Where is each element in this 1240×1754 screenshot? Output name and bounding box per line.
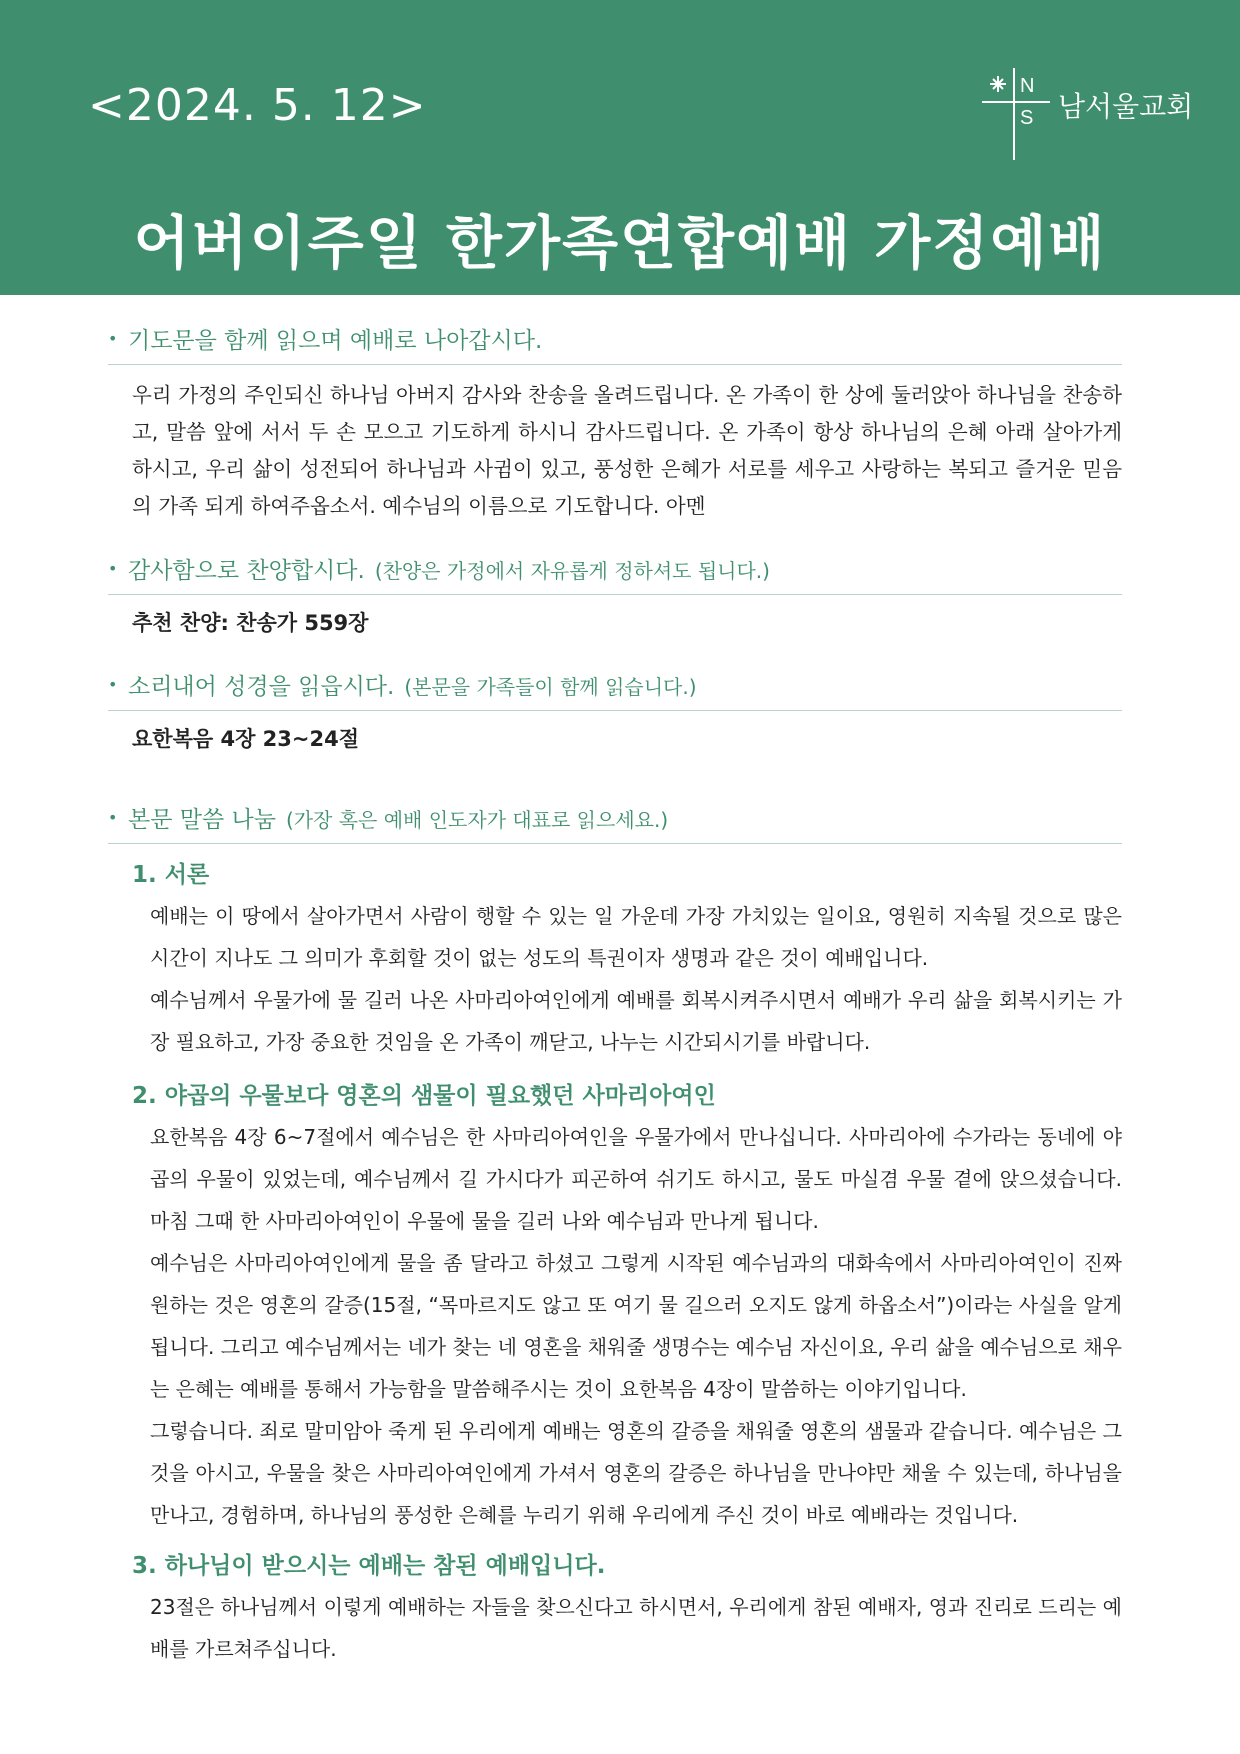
paragraph: 예수님은 사마리아여인에게 물을 좀 달라고 하셨고 그렇게 시작된 예수님과의 대화속에서 사마리아여인이 진짜 원하는 것은 영혼의 갈증(15절, “목마르지도 않고 또 여기 물 길으러 오지도 않게 하옵소서”)이라는 사실을 알게됩니다. 그리고 예수님께서는 네가 찾는 네 영혼을 채워줄 생명수는 예수님 자신이요, 우리 삶을 예수님으로 채우는 은혜는 예배를 통해서 가능함을 말씀해주시는 것이 요한복음 4장이 말씀하는 이야기입니다. [150,1251,1122,1401]
bullet-icon: • [108,559,118,578]
subsection-heading: 3. 하나님이 받으시는 예배는 참된 예배입니다. [132,1553,606,1579]
subsection-body [132,1110,1122,1536]
bullet-icon: • [108,675,118,694]
paragraph: 예수님께서 우물가에 물 길러 나온 사마리아여인에게 예배를 회복시켜주시면서 예배가 우리 삶을 회복시키는 가장 필요하고, 가장 중요한 것임을 온 가족이 깨닫고, 나누는 시간되시기를 바랍니다. [150,988,1122,1054]
section-header [108,552,1122,595]
section-note: (본문을 가족들이 함께 읽습니다.) [404,675,697,699]
worship-date: <2024. 5. 12> [88,80,427,131]
subsection-heading: 2. 야곱의 우물보다 영혼의 샘물이 필요했던 사마리아여인 [132,1083,716,1109]
section-title: 본문 말씀 나눔 [128,807,276,833]
recommended-hymn: 추천 찬양: 찬송가 559장 [132,611,369,635]
paragraph: 요한복음 4장 6~7절에서 예수님은 한 사마리아여인을 우물가에서 만나십니다. 사마리아에 수가라는 동네에 야곱의 우물이 있었는데, 예수님께서 길 가시다가 피곤하여 쉬기도 하시고, 물도 마실겸 우물 곁에 앉으셨습니다. 마침 그때 한 사마리아여인이 우물에 물을 길러 나와 예수님과 만나게 됩니다. [150,1125,1122,1233]
section-note: (가장 혹은 예배 인도자가 대표로 읽으세요.) [285,808,669,832]
section-praise [108,552,1122,637]
bullet-icon: • [108,329,118,348]
subsection-body [132,889,1122,1063]
bullet-icon: • [108,808,118,827]
prayer-text: 우리 가정의 주인되신 하나님 아버지 감사와 찬송을 올려드립니다. 온 가족이 한 상에 둘러앉아 하나님을 찬송하고, 말씀 앞에 서서 두 손 모으고 기도하게 하시니 감사드립니다. 온 가족이 항상 하나님의 은혜 아래 살아가게 하시고, 우리 삶이 성전되어 하나님과 사귐이 있고, 풍성한 은혜가 서로를 세우고 사랑하는 복되고 즐거운 믿음의 가족 되게 하여주옵소서. 예수님의 이름으로 기도합니다. 아멘 [132,383,1122,518]
header-banner [0,0,1240,295]
section-prayer [108,322,1122,525]
section-title: 기도문을 함께 읽으며 예배로 나아갑시다. [128,328,543,354]
logo-letter-s: S [1020,107,1034,129]
section-scripture [108,668,1122,753]
section-header [108,668,1122,711]
subsection-body [132,1580,1122,1670]
paragraph: 예배는 이 땅에서 살아가면서 사람이 행할 수 있는 일 가운데 가장 가치있는 일이요, 영원히 지속될 것으로 많은 시간이 지나도 그 의미가 후회할 것이 없는 성도의 특권이자 생명과 같은 것이 예배입니다. [150,904,1122,970]
page-title: 어버이주일 한가족연합예배 가정예배 [133,209,1107,277]
section-sermon [108,801,1122,844]
subsection-samaritan-woman [132,1077,1122,1536]
subsection-introduction [132,856,1122,1063]
cross-star-icon [982,66,1054,162]
section-header [108,322,1122,365]
church-logo [982,66,1202,162]
subsection-heading: 1. 서론 [132,862,210,888]
section-note: (찬양은 가정에서 자유롭게 정하셔도 됩니다.) [374,559,770,583]
section-header [108,801,1122,844]
logo-letter-n: N [1020,75,1035,97]
subsection-true-worship [132,1547,1122,1670]
section-title: 소리내어 성경을 읽읍시다. [128,674,395,700]
section-title: 감사함으로 찬양합시다. [128,558,365,584]
paragraph: 그렇습니다. 죄로 말미암아 죽게 된 우리에게 예배는 영혼의 갈증을 채워줄 영혼의 샘물과 같습니다. 예수님은 그것을 아시고, 우물을 찾은 사마리아여인에게 가셔서 영혼의 갈증은 하나님을 만나야만 채울 수 있는데, 하나님을 만나고, 경험하며, 하나님의 풍성한 은혜를 누리기 위해 우리에게 주신 것이 바로 예배라는 것입니다. [150,1419,1122,1527]
church-name: 남서울교회 [1058,90,1194,123]
paragraph: 23절은 하나님께서 이렇게 예배하는 자들을 찾으신다고 하시면서, 우리에게 참된 예배자, 영과 진리로 드리는 예배를 가르쳐주십니다. [150,1595,1122,1661]
scripture-reference: 요한복음 4장 23~24절 [132,727,359,751]
